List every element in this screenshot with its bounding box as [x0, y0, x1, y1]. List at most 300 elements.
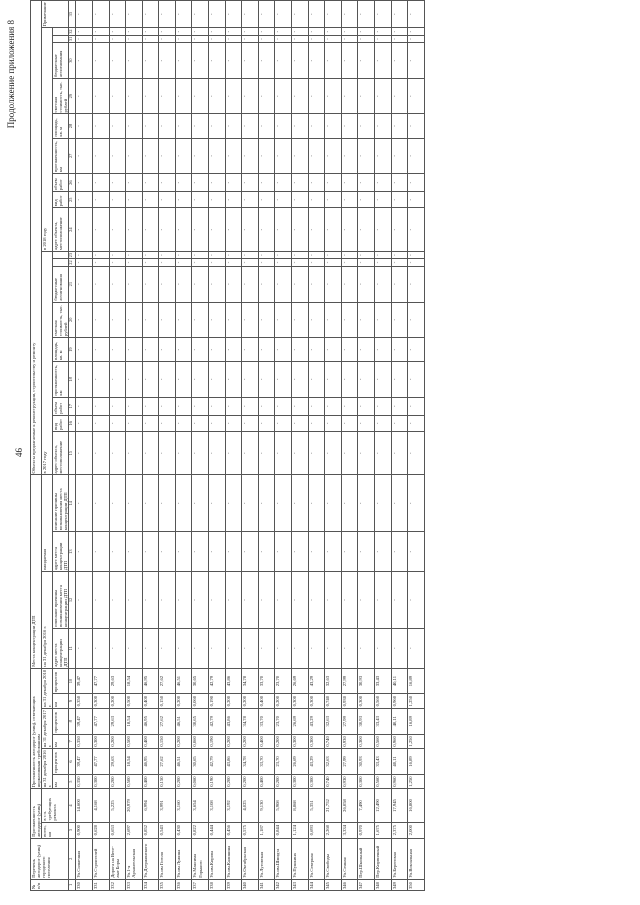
table-cell: 39,47 [76, 708, 93, 734]
table-cell: - [109, 138, 126, 174]
table-cell: - [142, 251, 159, 258]
table-cell: 42,79 [209, 708, 226, 734]
table-cell: 0,300 [292, 774, 309, 789]
table-cell: - [192, 532, 209, 572]
table-cell: - [292, 1, 309, 28]
table-cell: 42,79 [209, 668, 226, 694]
table-cell: - [325, 302, 342, 337]
table-cell: - [408, 259, 425, 266]
table-cell: 0,930 [341, 774, 358, 789]
table-cell: - [76, 338, 93, 362]
table-cell: - [192, 628, 209, 668]
table-cell: - [92, 251, 109, 258]
table-cell: - [142, 362, 159, 398]
table-cell: - [292, 174, 309, 192]
table-cell: - [258, 266, 275, 302]
table-cell: 0,300 [92, 774, 109, 789]
header-name: Перечень автодорог (улиц) городского поселения [31, 838, 69, 879]
table-cell: - [391, 192, 408, 208]
table-cell: 18,54 [126, 708, 143, 734]
table-cell: - [325, 43, 342, 79]
h-dtp-address: адрес места концентрации ДТП [53, 532, 69, 572]
table-cell: - [225, 431, 242, 475]
table-cell: 34,78 [242, 749, 259, 775]
h-obj-address: адрес объекта, местоположение [53, 208, 69, 252]
table-cell: - [375, 431, 392, 475]
table-cell: 46,51 [175, 708, 192, 734]
table-cell: 30,93 [358, 708, 375, 734]
table-cell: - [292, 79, 309, 114]
table-cell: - [358, 397, 375, 415]
table-row [76, 1, 93, 891]
table-cell: - [225, 397, 242, 415]
column-number: 25 [69, 192, 76, 208]
table-cell: 0,653 [109, 822, 126, 838]
table-cell: - [375, 208, 392, 252]
table-cell: - [126, 628, 143, 668]
h-blank [53, 259, 69, 266]
table-cell: - [159, 174, 176, 192]
table-cell: 46,95 [142, 668, 159, 694]
column-number: 33 [69, 1, 76, 28]
table-cell: - [258, 138, 275, 174]
table-cell: - [242, 397, 259, 415]
table-cell: - [126, 302, 143, 337]
table-cell: 26,69 [292, 708, 309, 734]
table-cell: - [292, 572, 309, 629]
table-cell: - [225, 628, 242, 668]
table-cell: - [258, 415, 275, 431]
table-cell: - [126, 138, 143, 174]
table-cell: - [325, 532, 342, 572]
table-cell: - [325, 475, 342, 532]
table-cell: - [325, 572, 342, 629]
table-cell: - [209, 35, 226, 42]
table-cell: - [225, 572, 242, 629]
table-cell: - [109, 302, 126, 337]
table-cell: - [341, 302, 358, 337]
table-cell: - [159, 259, 176, 266]
table-cell: - [258, 302, 275, 337]
h-blank [53, 35, 69, 42]
table-cell: - [159, 628, 176, 668]
table-cell: 341 [258, 879, 275, 890]
table-cell: - [109, 259, 126, 266]
table-cell: - [325, 1, 342, 28]
table-cell: - [92, 1, 109, 28]
table-cell: 0,200 [175, 694, 192, 709]
table-cell: - [76, 28, 93, 35]
table-cell: 349 [391, 879, 408, 890]
table-cell: - [209, 431, 226, 475]
table-cell: 0,060 [192, 694, 209, 709]
table-cell: - [408, 475, 425, 532]
table-cell: - [76, 259, 93, 266]
header-dtp-2016: на 31 декабря 2016 г. [42, 572, 53, 669]
table-cell: - [308, 259, 325, 266]
table-cell: Пер.Школьный [358, 838, 375, 879]
table-cell: - [325, 338, 342, 362]
table-cell: - [275, 251, 292, 258]
table-cell: 27,62 [159, 668, 176, 694]
table-cell: - [375, 266, 392, 302]
table-cell: - [209, 415, 226, 431]
table-cell: - [408, 302, 425, 337]
table-cell: - [275, 431, 292, 475]
column-number: 28 [69, 114, 76, 138]
table-cell: - [175, 302, 192, 337]
h-blank [53, 28, 69, 35]
table-cell: - [275, 397, 292, 415]
table-cell: - [341, 266, 358, 302]
table-cell: 343 [292, 879, 309, 890]
table-cell: Ул.Сенная [341, 838, 358, 879]
table-cell: - [258, 43, 275, 79]
table-row [159, 1, 176, 891]
table-cell: - [341, 338, 358, 362]
table-cell: - [325, 431, 342, 475]
table-cell: - [76, 302, 93, 337]
table-cell: - [109, 43, 126, 79]
table-cell: - [408, 174, 425, 192]
table-cell: - [159, 302, 176, 337]
table-cell: 46,95 [142, 749, 159, 775]
roads-table [30, 0, 425, 891]
table-cell: - [258, 114, 275, 138]
table-cell: - [209, 208, 226, 252]
table-cell: 350 [408, 879, 425, 890]
table-cell: 47,77 [92, 708, 109, 734]
table-cell: 43,29 [308, 749, 325, 775]
table-cell: - [408, 415, 425, 431]
table-cell: - [92, 192, 109, 208]
table-cell: - [92, 174, 109, 192]
table-cell: - [92, 28, 109, 35]
table-cell: - [175, 1, 192, 28]
header-no: № п/п [31, 879, 69, 890]
table-cell: - [76, 138, 93, 174]
table-cell: - [292, 628, 309, 668]
table-cell: Ул.Свободы [325, 838, 342, 879]
table-cell: 0,852 [142, 822, 159, 838]
table-cell: - [175, 628, 192, 668]
table-cell: - [325, 192, 342, 208]
table-cell: - [341, 475, 358, 532]
table-cell: - [358, 532, 375, 572]
table-cell: - [308, 79, 325, 114]
table-cell: 0,300 [92, 734, 109, 749]
column-numbers-row [69, 1, 76, 891]
table-cell: - [175, 79, 192, 114]
table-cell: - [92, 397, 109, 415]
h-pct: процентов [53, 708, 69, 734]
h-dtp-measures: описание причины возникновения места концентрации ДТП [53, 475, 69, 532]
table-cell: 0,300 [92, 694, 109, 709]
table-cell: - [109, 174, 126, 192]
table-cell: - [225, 114, 242, 138]
table-cell: - [375, 362, 392, 398]
table-cell: - [175, 415, 192, 431]
table-cell: 337 [192, 879, 209, 890]
table-row [308, 1, 325, 891]
table-cell: - [92, 572, 109, 629]
table-cell: - [308, 208, 325, 252]
table-cell: - [192, 415, 209, 431]
table-cell: 340 [242, 879, 259, 890]
table-cell: - [159, 475, 176, 532]
h-cost: сметная стоимость, тыс. рублей [53, 302, 69, 337]
table-cell: - [275, 192, 292, 208]
table-cell: - [92, 138, 109, 174]
header-year-2017: в 2017 году [42, 251, 53, 475]
table-cell: - [391, 1, 408, 28]
column-number: 12 [69, 572, 76, 629]
table-cell: - [175, 266, 192, 302]
table-cell: - [76, 415, 93, 431]
table-cell: 0,200 [242, 734, 259, 749]
table-cell: - [109, 1, 126, 28]
table-cell: 46,95 [142, 708, 159, 734]
header-objects: Объекты предлагаемые к реконструкции, строительству и ремонту [31, 1, 42, 476]
table-cell: 0,500 [126, 774, 143, 789]
table-cell: - [126, 397, 143, 415]
table-cell: 345 [325, 879, 342, 890]
h-km: км [53, 694, 69, 709]
table-cell: 0,350 [76, 694, 93, 709]
header-normative: Протяженность автодорог (улиц), отвечающих нормативным требованиям [31, 668, 42, 789]
table-cell: - [275, 79, 292, 114]
table-cell: - [308, 192, 325, 208]
table-cell: - [92, 266, 109, 302]
table-cell: - [408, 192, 425, 208]
table-cell: - [375, 259, 392, 266]
table-cell: - [142, 259, 159, 266]
table-cell: 33,43 [375, 749, 392, 775]
table-cell: - [391, 415, 408, 431]
table-cell: - [258, 1, 275, 28]
table-cell: - [358, 208, 375, 252]
table-cell: Ул.им.Кирова [209, 838, 226, 879]
column-number: 21 [69, 266, 76, 302]
table-cell: - [76, 114, 93, 138]
table-cell: - [358, 572, 375, 629]
table-cell: - [258, 572, 275, 629]
table-cell: - [341, 259, 358, 266]
table-cell: - [375, 35, 392, 42]
table-cell: - [159, 138, 176, 174]
table-cell: - [275, 28, 292, 35]
table-cell: - [358, 266, 375, 302]
table-cell: - [408, 79, 425, 114]
table-cell: - [159, 251, 176, 258]
table-cell: - [292, 415, 309, 431]
table-cell: Ул.Северная [308, 838, 325, 879]
table-cell: 0,456 [225, 822, 242, 838]
h-blank [53, 251, 69, 258]
table-cell: - [308, 138, 325, 174]
table-cell: - [391, 28, 408, 35]
table-cell: - [391, 397, 408, 415]
table-cell: - [242, 79, 259, 114]
table-cell: - [126, 35, 143, 42]
table-cell: - [408, 338, 425, 362]
table-cell: - [408, 138, 425, 174]
table-cell: - [159, 114, 176, 138]
table-cell: - [242, 431, 259, 475]
table-row [109, 1, 126, 891]
table-cell: - [275, 174, 292, 192]
table-cell: - [325, 114, 342, 138]
table-cell: - [292, 431, 309, 475]
table-cell: - [408, 431, 425, 475]
table-cell: Ул.1-я Архангельская [126, 838, 143, 879]
table-cell: 42,79 [209, 749, 226, 775]
table-cell: - [258, 174, 275, 192]
table-cell: - [159, 35, 176, 42]
table-cell: 0,970 [358, 822, 375, 838]
table-cell: - [308, 266, 325, 302]
table-cell: 27,99 [341, 708, 358, 734]
table-cell: - [275, 266, 292, 302]
column-number: 4 [69, 789, 76, 822]
table-cell: 0,200 [225, 734, 242, 749]
h-length: протяженность, км [53, 362, 69, 398]
table-cell: - [308, 431, 325, 475]
table-cell: - [258, 431, 275, 475]
table-cell: 0,960 [391, 774, 408, 789]
table-cell: 29,63 [109, 749, 126, 775]
table-cell: - [225, 475, 242, 532]
table-cell: - [325, 79, 342, 114]
table-cell: 0,930 [341, 694, 358, 709]
h-funds: бюджетные ассигнования [53, 43, 69, 79]
table-cell: - [408, 1, 425, 28]
table-cell: - [258, 475, 275, 532]
table-cell: - [242, 362, 259, 398]
table-cell: - [308, 251, 325, 258]
table-cell: - [242, 28, 259, 35]
table-cell: - [242, 266, 259, 302]
table-cell: - [375, 138, 392, 174]
table-cell: - [258, 628, 275, 668]
table-cell: 342 [275, 879, 292, 890]
table-cell: - [358, 28, 375, 35]
table-cell: - [308, 174, 325, 192]
column-number: 13 [69, 532, 76, 572]
table-cell: 26,058 [341, 789, 358, 822]
table-cell: - [391, 266, 408, 302]
table-cell: - [242, 302, 259, 337]
table-cell: Ул.Луговская [258, 838, 275, 879]
table-cell: - [375, 114, 392, 138]
table-cell: 1,250 [408, 734, 425, 749]
table-cell: - [242, 259, 259, 266]
table-cell: - [325, 28, 342, 35]
table-cell: 33,70 [258, 668, 275, 694]
table-cell: - [292, 192, 309, 208]
table-row [258, 1, 275, 891]
header-note: Примечание [42, 1, 69, 28]
table-cell: - [258, 79, 275, 114]
table-cell: - [126, 572, 143, 629]
table-cell: - [76, 208, 93, 252]
table-cell: - [76, 174, 93, 192]
table-cell: - [76, 572, 93, 629]
table-cell: - [292, 338, 309, 362]
table-cell: - [175, 35, 192, 42]
table-cell: - [258, 362, 275, 398]
page-number: 46 [14, 448, 24, 457]
table-cell: 12,490 [375, 789, 392, 822]
column-number: 6 [69, 749, 76, 775]
table-cell: 338 [209, 879, 226, 890]
table-cell: - [76, 251, 93, 258]
table-cell: Ул.им Лужина [175, 838, 192, 879]
table-cell: 0,822 [192, 822, 209, 838]
header-dtp-forecast: ожидаемая [42, 475, 53, 572]
table-cell: - [275, 415, 292, 431]
table-cell: - [308, 415, 325, 431]
table-cell: 2,375 [391, 822, 408, 838]
table-cell: - [159, 43, 176, 79]
table-cell: - [109, 431, 126, 475]
h-length: протяженность, км [53, 138, 69, 174]
table-cell: - [391, 43, 408, 79]
table-cell: 4,168 [92, 789, 109, 822]
table-cell: - [209, 362, 226, 398]
table-cell: - [358, 35, 375, 42]
table-cell: 0,400 [258, 774, 275, 789]
column-number: 26 [69, 174, 76, 192]
table-cell: - [391, 35, 408, 42]
table-cell: Ул.Дзержинского [142, 838, 159, 879]
table-cell: - [375, 43, 392, 79]
table-cell: 0,430 [175, 822, 192, 838]
table-cell: - [275, 138, 292, 174]
column-number: 10 [69, 668, 76, 694]
table-cell: 0,740 [325, 734, 342, 749]
table-cell: - [408, 35, 425, 42]
table-cell: Ул.Октябрьская [242, 838, 259, 879]
h-dtp-measures: описание причины возникновения места концентрации ДТП [53, 572, 69, 629]
table-cell: - [92, 302, 109, 337]
table-cell: 0,560 [375, 734, 392, 749]
table-cell: - [391, 628, 408, 668]
table-cell: 33,70 [258, 708, 275, 734]
table-cell: - [142, 431, 159, 475]
table-cell: - [142, 43, 159, 79]
table-cell: - [175, 28, 192, 35]
table-cell: - [408, 43, 425, 79]
table-cell: - [142, 302, 159, 337]
table-cell: - [292, 259, 309, 266]
column-number: 8 [69, 708, 76, 734]
table-cell: - [391, 532, 408, 572]
table-cell: - [109, 475, 126, 532]
table-cell: - [175, 572, 192, 629]
table-row [175, 1, 192, 891]
table-cell: - [242, 572, 259, 629]
table-cell: 0,300 [308, 774, 325, 789]
table-row [192, 1, 209, 891]
table-cell: - [391, 302, 408, 337]
table-cell: 1,675 [375, 822, 392, 838]
table-cell: - [159, 28, 176, 35]
table-cell: - [308, 1, 325, 28]
table-cell: - [325, 362, 342, 398]
table-cell: - [408, 362, 425, 398]
h-obj-address: адрес объекта, местоположение [53, 431, 69, 475]
